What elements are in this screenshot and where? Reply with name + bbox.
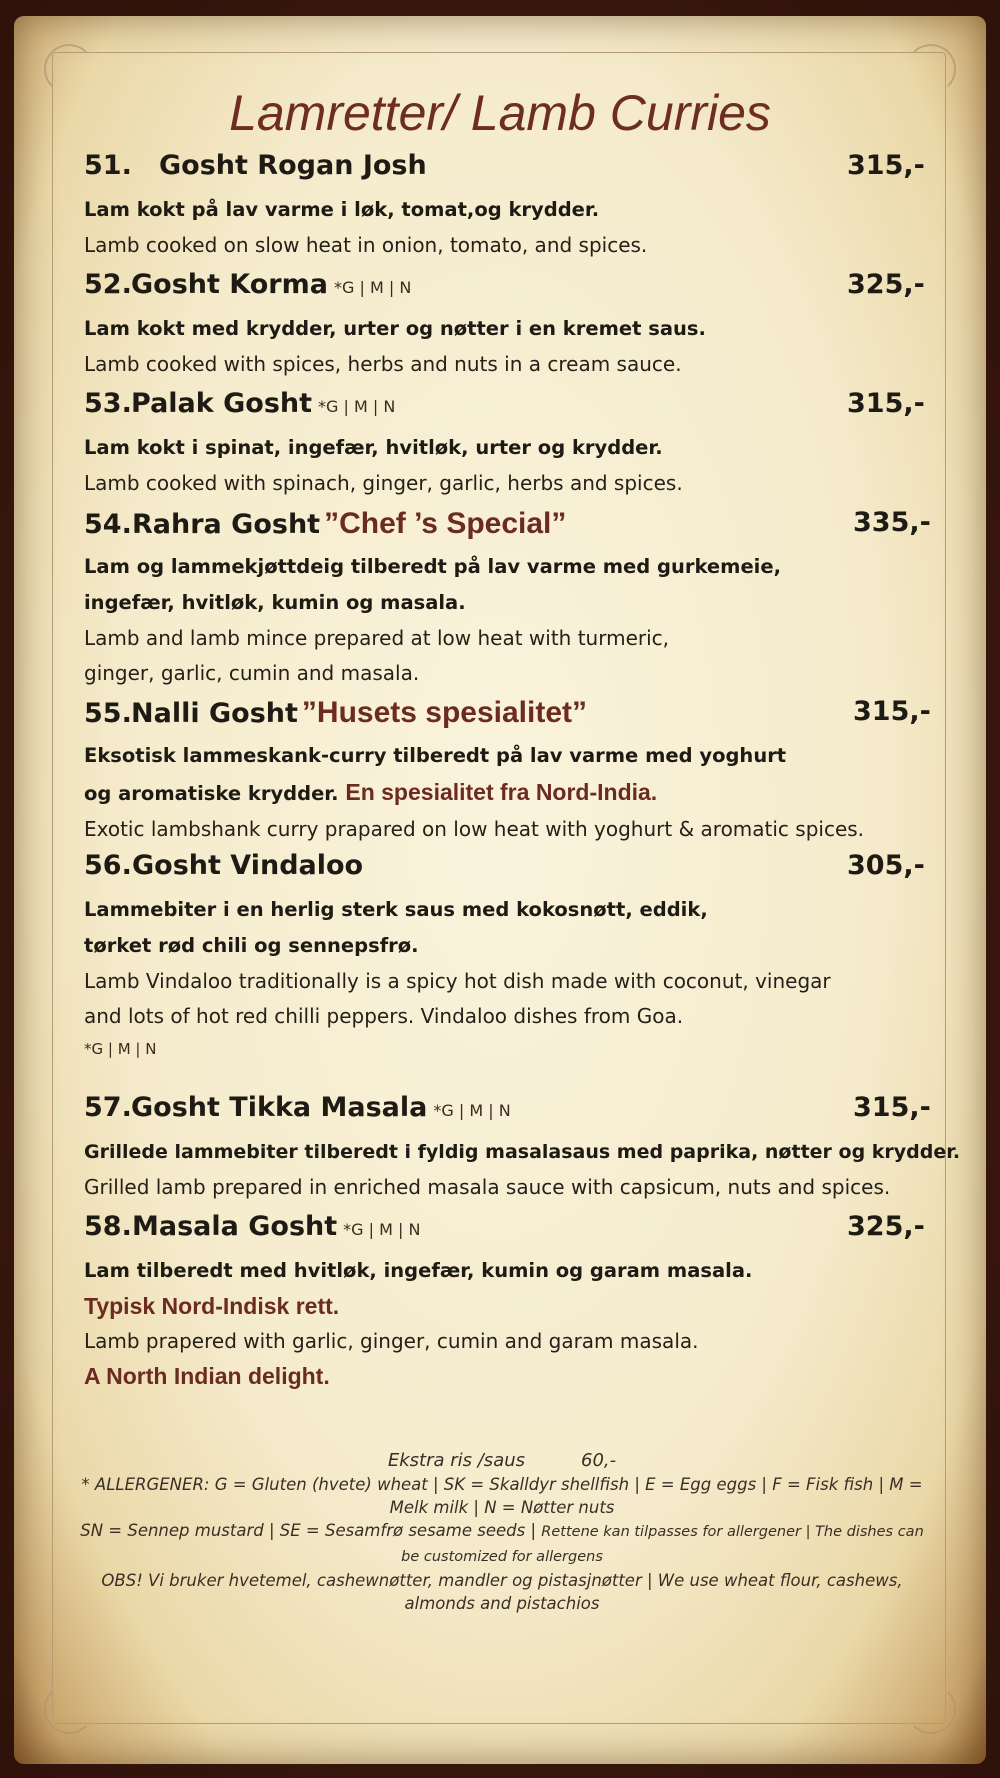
- item-allergens: *G | M | N: [343, 1220, 421, 1239]
- item-description-no: Lam kokt med krydder, urter og nøtter i en kremet saus.: [84, 317, 706, 340]
- customize-note: Rettene kan tilpasses for allergener | The dishes can: [541, 1524, 924, 1540]
- menu-item-51: [84, 150, 934, 263]
- item-header: [84, 388, 934, 430]
- customize-note-text: be customized for allergens: [401, 1549, 603, 1565]
- item-allergens: *G | M | N: [318, 397, 396, 416]
- item-number: 53.: [84, 388, 132, 419]
- item-name: Masala Gosht: [132, 1211, 338, 1242]
- item-description-en: Lamb cooked with spinach, ginger, garlic, herbs and spices.: [84, 471, 683, 495]
- item-name: Gosht Rogan Josh: [159, 150, 427, 181]
- menu-item-53: [84, 388, 934, 501]
- item-number: 52.: [84, 269, 132, 300]
- allergen-legend: Melk milk | N = Nøtter nuts: [389, 1498, 615, 1517]
- item-allergens: *G | M | N: [84, 1040, 157, 1058]
- item-header: [84, 269, 934, 311]
- item-description-en: and lots of hot red chilli peppers. Vindaloo dishes from Goa.: [84, 1004, 684, 1028]
- item-description-no: Eksotisk lammeskank-curry tilberedt på lav varme med yoghurt: [84, 744, 787, 767]
- item-header: [84, 1092, 934, 1134]
- item-description-no: Grillede lammebiter tilberedt i fyldig masalasaus med paprika, nøtter og krydder.: [84, 1141, 961, 1163]
- item-description-en: Lamb cooked with spices, herbs and nuts in a cream sauce.: [84, 352, 682, 376]
- item-description-no: Lam kokt på lav varme i løk, tomat,og krydder.: [84, 198, 600, 221]
- item-header: [84, 1211, 934, 1253]
- item-description-no: tørket rød chili og sennepsfrø.: [84, 934, 419, 957]
- item-description-no: [84, 774, 934, 812]
- item-price: 315,-: [847, 150, 925, 181]
- item-name: Nalli Gosht: [131, 698, 298, 729]
- item-header: [84, 850, 934, 892]
- chef-special-label: ”Chef ’s Special”: [324, 507, 567, 540]
- menu-item-57: [84, 1092, 961, 1205]
- item-number: 57.: [84, 1092, 132, 1123]
- item-description-en: Lamb Vindaloo traditionally is a spicy hot dish made with coconut, vinegar: [84, 969, 831, 993]
- item-description-no: Lam kokt i spinat, ingefær, hvitløk, urter og krydder.: [84, 436, 663, 459]
- item-name: Gosht Tikka Masala: [131, 1092, 428, 1123]
- item-description-en: Lamb cooked on slow heat in onion, tomato, and spices.: [84, 233, 648, 257]
- menu-footer: [74, 1448, 930, 1615]
- regional-note: Typisk Nord-Indisk rett.: [84, 1293, 340, 1319]
- item-description-no: ingefær, hvitløk, kumin og masala.: [84, 591, 466, 614]
- item-price: 325,-: [847, 1211, 925, 1242]
- item-header: [84, 150, 934, 192]
- item-description-en: Lamb and lamb mince prepared at low heat with turmeric,: [84, 626, 670, 650]
- menu-item-58: [84, 1211, 934, 1394]
- extra-rice-label: Ekstra ris /saus: [387, 1450, 526, 1471]
- item-allergens: *G | M | N: [333, 278, 412, 297]
- specialty-note: En spesialitet fra Nord-India.: [345, 779, 658, 805]
- allergen-legend-text: SN = Sennep mustard | SE = Sesamfrø sesame seeds |: [80, 1521, 537, 1540]
- item-description-no: Lam og lammekjøttdeig tilberedt på lav varme med gurkemeie,: [84, 555, 781, 578]
- item-header: [84, 696, 934, 738]
- item-number: 58.: [84, 1211, 132, 1242]
- item-price: 315,-: [853, 1092, 931, 1123]
- menu-item-52: [84, 269, 934, 382]
- item-price: 315,-: [847, 388, 925, 419]
- item-allergens: *G | M | N: [433, 1101, 511, 1120]
- item-number: 51.: [84, 150, 132, 181]
- menu-item-54: [84, 507, 934, 691]
- item-name: Rahra Gosht: [132, 509, 321, 540]
- item-description-en: Exotic lambshank curry prapared on low heat with yoghurt & aromatic spices.: [84, 817, 865, 841]
- item-description-en: Lamb prapered with garlic, ginger, cumin and garam masala.: [84, 1329, 699, 1353]
- ingredients-note: almonds and pistachios: [404, 1594, 600, 1613]
- item-number: 56.: [84, 850, 132, 881]
- item-name: Gosht Korma: [131, 269, 328, 300]
- item-number: 54.: [84, 509, 132, 540]
- regional-note-en: A North Indian delight.: [84, 1363, 330, 1389]
- menu-item-56: [84, 850, 934, 1064]
- item-description-en: Grilled lamb prepared in enriched masala sauce with capsicum, nuts and spices.: [84, 1175, 891, 1199]
- customize-note: [74, 1544, 930, 1569]
- item-name: Gosht Vindaloo: [132, 850, 364, 881]
- item-price: 335,-: [853, 507, 931, 538]
- item-number: 55.: [84, 698, 132, 729]
- item-description-no-text: og aromatiske krydder.: [84, 782, 339, 805]
- extra-rice-price: 60,-: [581, 1450, 617, 1471]
- item-description-no: Lammebiter i en herlig sterk saus med kokosnøtt, eddik,: [84, 898, 708, 921]
- house-special-label: ”Husets spesialitet”: [301, 696, 588, 729]
- item-description-en: ginger, garlic, cumin and masala.: [84, 661, 420, 685]
- allergen-legend: [74, 1519, 930, 1544]
- menu-item-55: [84, 696, 934, 847]
- page-title: Lamretter/ Lamb Curries: [229, 85, 771, 141]
- item-name: Palak Gosht: [131, 388, 313, 419]
- item-price: 325,-: [847, 269, 925, 300]
- allergen-legend: * ALLERGENER: G = Gluten (hvete) wheat | SK = Skalldyr shellfish | E = Egg eggs | F = Fisk fish | M =: [81, 1475, 923, 1494]
- item-price: 315,-: [853, 696, 931, 727]
- item-price: 305,-: [847, 850, 925, 881]
- ingredients-note: OBS! Vi bruker hvetemel, cashewnøtter, mandler og pistasjnøtter | We use wheat flour, cashews,: [101, 1571, 903, 1590]
- item-description-no: Lam tilberedt med hvitløk, ingefær, kumin og garam masala.: [84, 1259, 753, 1282]
- extra-rice-line: [74, 1448, 930, 1473]
- item-header: [84, 507, 934, 549]
